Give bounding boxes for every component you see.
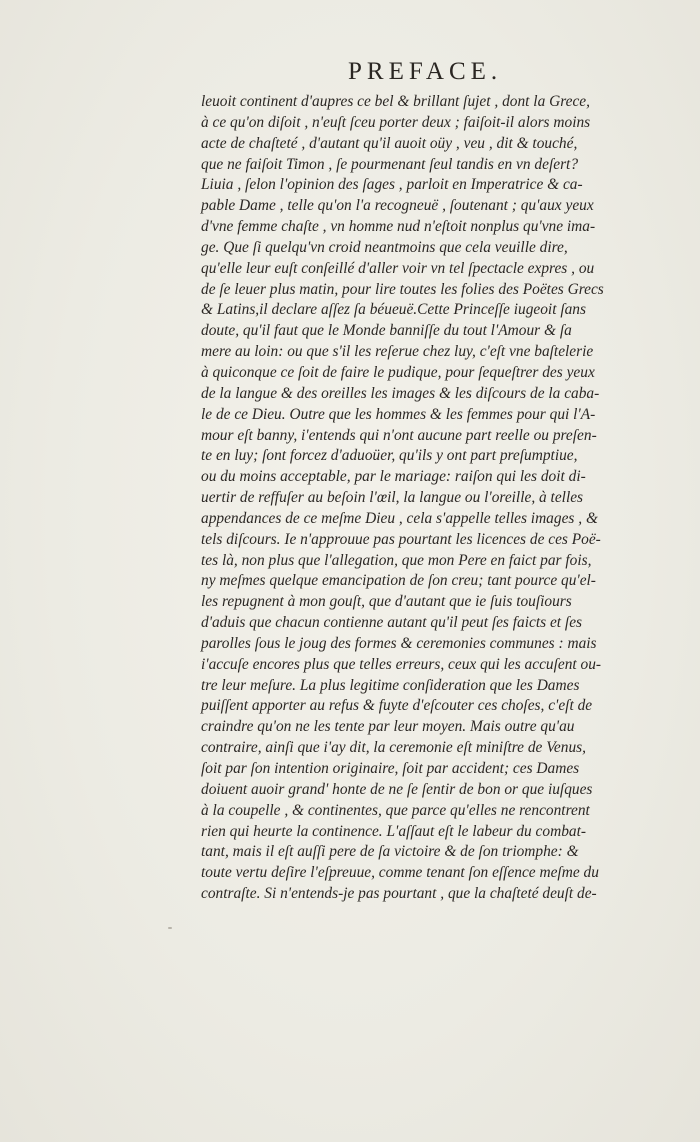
text-line: ſoit par ſon intention originaire, ſoit par accident; ces Dames [201,760,580,777]
text-line: ge. Que ſi quelqu'vn croid neantmoins que cela veuille dire, [201,238,568,256]
text-line: à quiconque ce ſoit de faire le pudique, pour ſequeſtrer des yeux [201,363,595,381]
text-line: mere au loin: ou que s'il les reſerue chez luy, c'eſt vne baſtelerie [201,343,594,361]
text-line: de ſe leuer plus matin, pour lire toutes les folies des Poëtes Grecs [201,280,604,298]
text-line: leuoit continent d'aupres ce bel & brillant ſujet , dont la Grece, [201,93,590,110]
text-line: craindre qu'on ne les tente par leur moyen. Mais outre qu'au [201,718,575,736]
text-line: les repugnent à mon gouſt, que d'autant que ie ſuis touſiours [201,593,572,611]
text-line: rien qui heurte la continence. L'aſſaut eſt le labeur du combat- [201,822,586,840]
text-line: doute, qu'il faut que le Monde banniſſe du tout l'Amour & ſa [201,322,572,340]
text-line: le de ce Dieu. Outre que les hommes & les femmes pour qui l'A- [201,405,596,423]
text-line: mour eſt banny, i'entends qui n'ont aucune part reelle ou preſen- [201,426,597,444]
text-line: tant, mais il eſt auſſi pere de ſa victoire & de ſon triomphe: & [201,843,579,861]
margin-mark [168,927,172,929]
text-line: appendances de ce meſme Dieu , cela s'appelle telles images , & [201,509,598,527]
text-line: Liuia , ſelon l'opinion des ſages , parloit en Imperatrice & ca- [201,176,583,194]
text-line: acte de chaſteté , d'autant qu'il auoit oüy , veu , dit & touché, [201,134,578,152]
text-line: parolles ſous le joug des formes & ceremonies communes : mais [201,634,597,652]
text-line: te en luy; ſont forcez d'aduoüer, qu'ils y ont part preſumptiue, [201,447,578,465]
text-line: i'accuſe encores plus que telles erreurs, ceux qui les accuſent ou- [201,655,602,673]
text-line: puiſſent apporter au refus & fuyte d'eſcouter ces choſes, c'eſt de [201,697,593,715]
text-line: doiuent auoir grand' honte de ne ſe ſentir de bon or que iuſques [201,780,593,798]
text-line: ny meſmes quelque emancipation de ſon creu; tant pource qu'el- [201,572,596,590]
text-line: & Latins,il declare aſſez ſa béueuë.Cette Princeſſe iugeoit ſans [201,301,586,319]
text-line: qu'elle leur euſt conſeillé d'aller voir vn tel ſpectacle expres , ou [201,259,595,277]
text-line: à la coupelle , & continentes, que parce qu'elles ne rencontrent [201,801,590,819]
text-line: que ne faiſoit Timon , ſe pourmenant ſeul tandis en vn deſert? [201,155,579,173]
text-line: d'vne femme chaſte , vn homme nud n'eſtoit nonplus qu'vne ima- [201,218,596,236]
text-line: toute vertu deſire l'eſpreuue, comme tenant ſon eſſence meſme du [201,864,599,882]
text-line: de la langue & des oreilles les images & les diſcours de la caba- [201,384,600,402]
text-line: uertir de reffuſer au beſoin l'œil, la langue ou l'oreille, à telles [201,489,584,507]
text-line: contraire, ainſi que i'ay dit, la ceremonie eſt miniſtre de Venus, [201,739,586,757]
text-line: tes là, non plus que l'allegation, que mon Pere en faict par fois, [201,551,592,569]
page-header: PREFACE. [348,58,503,85]
text-line: ou du moins acceptable, par le mariage: raiſon qui les doit di- [201,468,586,486]
text-line: à ce qu'on diſoit , n'euſt ſceu porter deux ; faiſoit-il alors moins [201,113,591,131]
body-text [201,92,687,905]
text-line: tre leur meſure. La plus legitime conſideration que les Dames [201,676,580,694]
text-line: d'aduis que chacun contienne autant qu'il peut ſes faicts et ſes [201,614,583,632]
text-line: tels diſcours. Ie n'approuue pas pourtant les licences de ces Poë- [201,530,601,548]
text-line: pable Dame , telle qu'on l'a recogneuë , ſoutenant ; qu'aux yeux [201,197,594,215]
text-line: contraſte. Si n'entends-je pas pourtant , que la chaſteté deuſt de- [201,885,597,903]
